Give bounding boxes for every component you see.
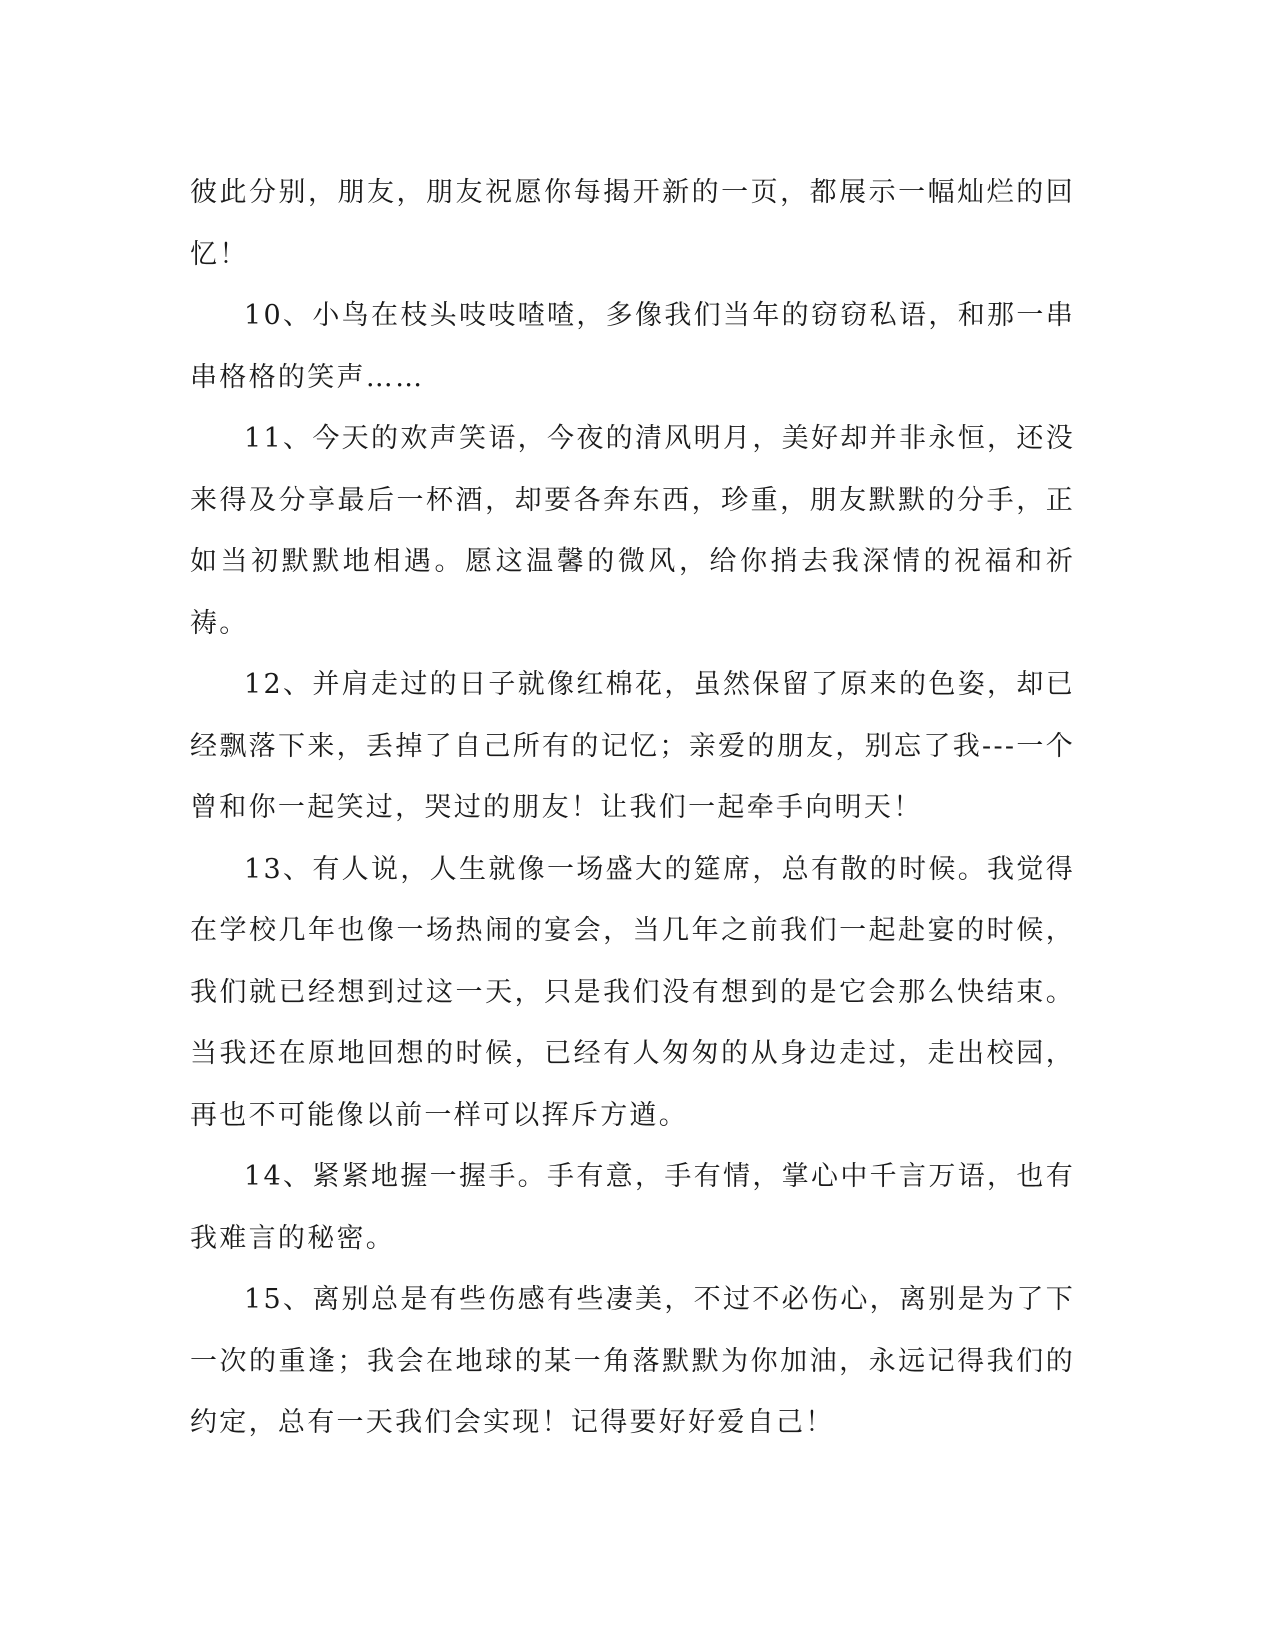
document-body xyxy=(190,162,1075,1454)
paragraph-11: 11、今天的欢声笑语，今夜的清风明月，美好却并非永恒，还没来得及分享最后一杯酒，却要各奔东西，珍重，朋友默默的分手，正如当初默默地相遇。愿这温馨的微风，给你捎去我深情的祝福和祈祷。 xyxy=(190,423,1075,639)
paragraph-15: 15、离别总是有些伤感有些凄美，不过不必伤心，离别是为了下一次的重逢；我会在地球的某一角落默默为你加油，永远记得我们的约定，总有一天我们会实现！记得要好好爱自己！ xyxy=(190,1284,1075,1438)
paragraph-13: 13、有人说，人生就像一场盛大的筵席，总有散的时候。我觉得在学校几年也像一场热闹的宴会，当几年之前我们一起赴宴的时候，我们就已经想到过这一天，只是我们没有想到的是它会那么快结束。当我还在原地回想的时候，已经有人匆匆的从身边走过，走出校园，再也不可能像以前一样可以挥斥方遒。 xyxy=(190,853,1075,1131)
paragraph-10: 10、小鸟在枝头吱吱喳喳，多像我们当年的窃窃私语，和那一串串格格的笑声…… xyxy=(190,300,1075,393)
paragraph-14: 14、紧紧地握一握手。手有意，手有情，掌心中千言万语，也有我难言的秘密。 xyxy=(190,1161,1075,1254)
paragraph-9-continuation: 彼此分别，朋友，朋友祝愿你每揭开新的一页，都展示一幅灿烂的回忆！ xyxy=(190,177,1075,270)
paragraph-12: 12、并肩走过的日子就像红棉花，虽然保留了原来的色姿，却已经飘落下来，丢掉了自己所有的记忆；亲爱的朋友，别忘了我---一个曾和你一起笑过，哭过的朋友！让我们一起牵手向明天！ xyxy=(190,669,1075,823)
